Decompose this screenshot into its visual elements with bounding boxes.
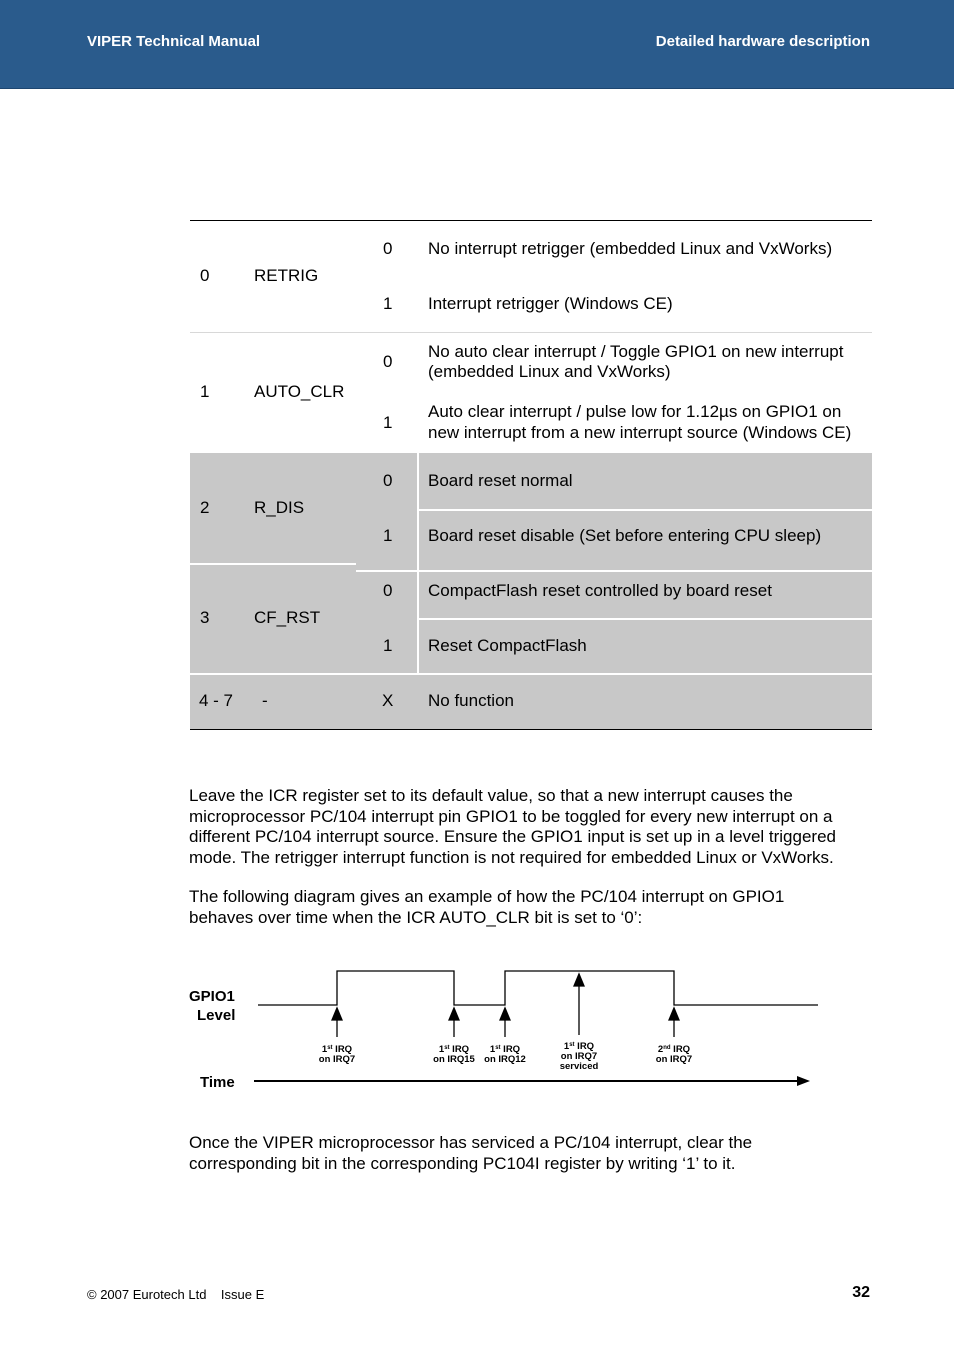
value-description: new interrupt from a new interrupt source (Windows CE) xyxy=(428,423,852,442)
event-arrow-5 xyxy=(669,1008,679,1037)
row-separator xyxy=(356,570,872,572)
bit-value: 0 xyxy=(383,471,393,490)
gpio1-level-waveform xyxy=(258,971,818,1005)
text-line: The following diagram gives an example of how the PC/104 interrupt on GPIO1 xyxy=(189,887,785,906)
text-line: Once the VIPER microprocessor has serviced a PC/104 interrupt, clear the xyxy=(189,1133,753,1152)
bit-name: - xyxy=(262,691,268,710)
event-annotation: 1st IRQ on IRQ7 xyxy=(318,1044,356,1065)
text-line: Leave the ICR register set to its default value, so that a new interrupt causes the xyxy=(189,786,793,805)
bit-value: 1 xyxy=(383,413,393,432)
event-annotation: 1st IRQ on IRQ12 xyxy=(484,1044,526,1065)
bit-number: 3 xyxy=(200,608,210,627)
event-arrow-3 xyxy=(500,1008,510,1037)
bit-name: CF_RST xyxy=(254,608,321,627)
value-description: No function xyxy=(428,691,514,710)
text-line: mode. The retrigger interrupt function is not required for embedded Linux or VxWorks. xyxy=(189,847,834,867)
bit-value: 1 xyxy=(383,526,393,545)
footer-copyright: © 2007 Eurotech Ltd Issue E xyxy=(87,1287,265,1302)
value-description: No auto clear interrupt / Toggle GPIO1 on new interrupt xyxy=(428,342,844,361)
manual-title: VIPER Technical Manual xyxy=(87,33,261,50)
text-line: different PC/104 interrupt source. Ensure the GPIO1 input is set up in a level triggered xyxy=(189,827,836,846)
value-description: Board reset normal xyxy=(428,471,573,490)
event-arrow-2 xyxy=(449,1008,459,1037)
event-arrow-4 xyxy=(574,974,584,1035)
table-bottom-rule xyxy=(190,729,872,730)
bit-number: 4 - 7 xyxy=(199,691,234,710)
text-line: behaves over time when the ICR AUTO_CLR bit is set to ‘0’: xyxy=(189,907,643,927)
event-arrow-1 xyxy=(332,1008,342,1037)
paragraph-icr-default xyxy=(189,786,836,868)
gpio1-timing-diagram xyxy=(0,960,954,1100)
text-line: corresponding bit in the corresponding PC104I register by writing ‘1’ to it. xyxy=(189,1153,736,1173)
value-description: (embedded Linux and VxWorks) xyxy=(428,362,671,381)
bit-value: 1 xyxy=(383,294,393,313)
row-separator xyxy=(190,673,872,675)
text-line: microprocessor PC/104 interrupt pin GPIO1 to be toggled for every new interrupt on a xyxy=(189,806,833,826)
bit-number: 0 xyxy=(200,266,210,285)
event-annotation: 2nd IRQ on IRQ7 xyxy=(655,1044,693,1065)
time-label: Time xyxy=(200,1074,235,1091)
row-separator xyxy=(190,332,872,333)
bit-number: 2 xyxy=(200,498,210,517)
level-label: Level xyxy=(197,1007,236,1024)
value-description: Auto clear interrupt / pulse low for 1.12µs on GPIO1 on xyxy=(428,402,842,421)
page-number: 32 xyxy=(852,1284,870,1301)
bit-value: 0 xyxy=(383,239,393,258)
value-description: Reset CompactFlash xyxy=(428,636,587,655)
timing-diagram-graphic xyxy=(0,960,954,1100)
section-title: Detailed hardware description xyxy=(655,33,870,50)
column-separator xyxy=(417,453,419,673)
event-annotation: 1st IRQ on IRQ7 serviced xyxy=(559,1041,599,1072)
event-annotation: 1st IRQ on IRQ15 xyxy=(433,1044,475,1065)
paragraph-diagram-intro xyxy=(189,887,784,928)
value-description: CompactFlash reset controlled by board reset xyxy=(428,581,772,600)
time-axis-arrow xyxy=(254,1076,810,1086)
bit-name: AUTO_CLR xyxy=(254,382,345,401)
bit-value: 0 xyxy=(383,352,393,371)
gpio1-label: GPIO1 xyxy=(189,988,235,1005)
page-header xyxy=(0,0,954,89)
bit-number: 1 xyxy=(200,382,210,401)
table-top-rule xyxy=(190,220,872,221)
bit-value: 1 xyxy=(383,636,393,655)
bit-name: R_DIS xyxy=(254,498,305,517)
value-description: Interrupt retrigger (Windows CE) xyxy=(428,294,673,313)
value-separator xyxy=(418,509,872,511)
bit-value: X xyxy=(382,691,394,710)
paragraph-clear-bit xyxy=(189,1133,752,1174)
value-description: Board reset disable (Set before entering CPU sleep) xyxy=(428,526,822,545)
value-description: No interrupt retrigger (embedded Linux and VxWorks) xyxy=(428,239,833,258)
bit-value: 0 xyxy=(383,581,393,600)
row-separator xyxy=(190,563,356,565)
value-separator xyxy=(418,618,872,620)
bit-name: RETRIG xyxy=(254,266,319,285)
